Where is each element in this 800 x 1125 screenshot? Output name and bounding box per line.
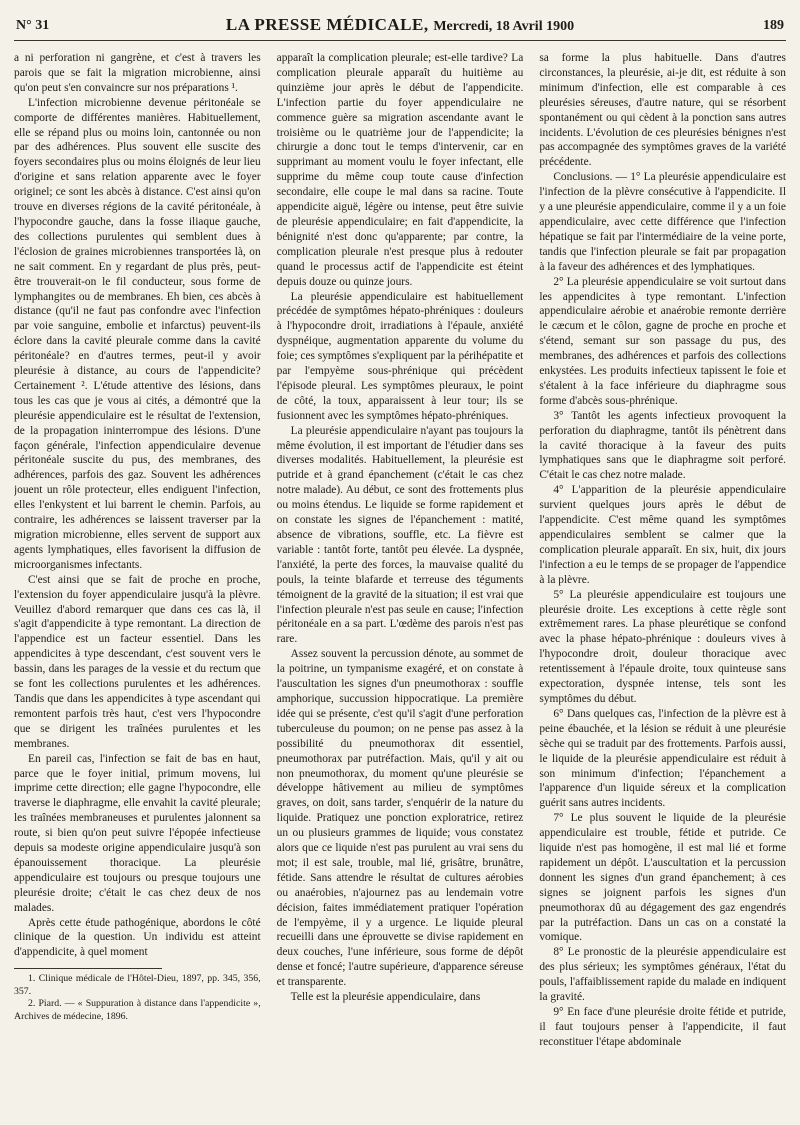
page-header	[14, 14, 786, 41]
paragraph: 6° Dans quelques cas, l'infection de la plèvre est à peine ébauchée, et la lésion se réduit à une pleurésie sèche qui se traduit par des frottements. Parfois aussi, le liquide de la pleurésie appendiculaire est réduit à son minimum d'infection; l'épanchement a l'apparence d'un liquide séreux et la complication guérit sans autres incidents.	[539, 707, 786, 810]
paragraph: 3° Tantôt les agents infectieux provoquent la perforation du diaphragme, tantôt ils pénètrent dans la cavité thoracique à la faveur des puits lymphatiques sans que le diaphragme soit perforé. C'était le cas chez notre malade.	[539, 409, 786, 482]
journal-title: LA PRESSE MÉDICALE,	[225, 15, 429, 34]
footnote: 1. Clinique médicale de l'Hôtel-Dieu, 1897, pp. 345, 356, 357.	[14, 973, 261, 997]
paragraph: Telle est la pleurésie appendiculaire, dans	[290, 991, 481, 1004]
column-left	[14, 51, 261, 1111]
article-columns	[14, 41, 786, 1111]
journal-masthead	[14, 15, 786, 35]
footnote: 2. Piard. — « Suppuration à distance dans l'appendicite », Archives de médecine, 1896.	[14, 998, 261, 1022]
paragraph: Après cette étude pathogénique, abordons le côté clinique de la question. Un individu est atteint d'appendicite, à quel moment	[14, 916, 261, 959]
paragraph: Assez souvent la percussion dénote, au sommet de la poitrine, un tympanisme exagéré, et on constate à l'auscultation les signes d'un pneumothorax : souffle amphorique, succussion hippocratique. La première idée qui se présente, c'est qu'il s'agit d'une perforation tuberculeuse du poumon; on ne pense pas assez à la possibilité du pneumothorax dit essentiel, pneumothorax par putréfaction. Mais, qu'il y ait ou non pneumothorax, du moment qu'une pleurésie se développe hâtivement au milieu de symptômes graves, on doit, sans tarder, s'enquérir de la nature du liquide. Pratiquez une ponction exploratrice, retirez un ou plusieurs grammes de liquide; vous constatez alors que ce liquide n'est pas purulent au vrai sens du mot; il est sale, trouble, mal lié, grisâtre, brunâtre, fétide. Sans attendre le résultat de cultures aérobies ou anaérobies, n'ajournez pas au lendemain votre décision, faites immédiatement pratiquer l'opération de l'empyème, il y a urgence. Le liquide pleural recueilli dans une éprouvette se divise rapidement en deux couches, l'une inférieure, sous forme de dépôt dense et foncé; l'autre supérieure, d'apparence séreuse et transparente.	[276, 648, 524, 989]
column-right	[539, 51, 786, 1111]
paragraph: 7° Le plus souvent le liquide de la pleurésie appendiculaire est trouble, fétide et putride. Ce liquide n'est pas homogène, il est mal lié et forme rapidement un dépôt. L'auscultation et la percussion donnent les signes d'un grand épanchement; à ces signes se joignent parfois les signes d'un pneumothorax dû au dégagement des gaz engendrés par la putréfaction. Dans un cas on a constaté la vomique.	[539, 812, 786, 944]
paragraph: 5° La pleurésie appendiculaire est toujours une pleurésie droite. Les exceptions à cette règle sont extrêmement rares. La phase pleurétique se confond avec la phase hépato-phrénique : douleurs vives à l'hypocondre droit, douleur thoracique avec retentissement à l'épaule droite, toux quinteuse sans expectoration, dyspnée intense, tels sont les symptômes du début.	[539, 588, 786, 705]
column-middle	[277, 51, 524, 1111]
paragraph: L'infection microbienne devenue péritonéale se comporte de différentes manières. Habituellement, elle se répand plus ou moins loin, cantonnée ou non par des adhérences. Plus souvent elle suscite des foyers secondaires plus ou moins éloignés de leur lieu d'origine et sans relation apparente avec le foyer originel; ce sont les abcès à distance. C'est ainsi qu'on trouve en diverses régions de la cavité péritonéale, à l'hypocondre gauche, dans la fosse iliaque gauche, des collections purulentes qui semblent dues à l'éclosion de graines microbiennes transportées là, on ne sait comment. En y regardant de plus près, peut-être trouverait-on le fil conducteur, sous forme de lymphangites ou de membranes. Eh bien, ces abcès à distance (qu'il ne faut pas confondre avec l'infection par voie sanguine, embolie et infarctus) peuvent-ils éclore dans la cavité pleurale comme dans la cavité péritonéale? en d'autres termes, peut-il y avoir pleurésie à distance, au cours de l'appendicite? Certainement ². L'étude attentive des lésions, dans tous les cas que je vous ai cités, a démontré que la pleurésie appendiculaire est le résultat de l'extension, de la propagation ininterrompue des lésions. D'une façon générale, l'infection appendiculaire devenue péritonéale suscite du pus, des membranes, des adhérences, parfois des gaz. Souvent les adhérences jouent un rôle protecteur, elles endiguent l'infection, elles l'enkystent et lui barrent le chemin. Parfois, au contraire, les adhérences se laissent traverser par la migration microbienne, elles servent de support aux agents lymphatiques, elles favorisent la diffusion de microorganismes infectants.	[14, 96, 261, 571]
footnotes	[14, 973, 261, 1023]
paragraph: La pleurésie appendiculaire n'ayant pas toujours la même évolution, il est important de l'étudier dans ses diverses modalités. Habituellement, la pleurésie est putride et à grand épanchement (c'était le cas chez notre malade). Au début, ce sont des frottements plus ou moins étendus. Le liquide se forme rapidement et on constate les signes de l'épanchement : matité, absence de vibrations, souffle, etc. La fièvre est variable : tantôt forte, tantôt peu élevée. La dyspnée, l'anxiété, la perte des forces, la mauvaise qualité du pouls, la teinte blafarde et terreuse des téguments témoignent de la gravité de la situation; il est vrai que l'infection pleurale n'est pas seule en cause; l'infection péritonéale en a sa part. L'œdème des parois n'est pas rare.	[276, 424, 524, 646]
paragraph: 8° Le pronostic de la pleurésie appendiculaire est des plus sérieux; les symptômes généraux, l'état du pouls, l'affaiblissement rapide du malade en indiquent la gravité.	[539, 946, 786, 1004]
issue-date: Mercredi, 18 Avril 1900	[433, 19, 575, 34]
paragraph: sa forme la plus habituelle. Dans d'autres circonstances, la pleurésie, ai-je dit, est réduite à son minimum d'infection, elle est comparable à ces pleurésies séreuses, d'autre nature, qui se résorbent spontanément ou qui cèdent à la ponction sans autres incidents. L'évolution de ces pleurésies bénignes n'est pas accompagnée des symptômes graves de la variété précédente.	[539, 52, 786, 169]
paragraph: 4° L'apparition de la pleurésie appendiculaire survient quelques jours après le début de l'appendicite. C'est même quand les symptômes appendiculaires semblent se calmer que la complication pleurale apparaît. En six, huit, dix jours l'infection a eu le temps de se propager de l'appendice à la plèvre.	[539, 484, 786, 586]
paragraph: 9° En face d'une pleurésie droite fétide et putride, il faut toujours penser à l'appendicite, il faut reconstituer l'étape abdominale	[539, 1006, 786, 1048]
paragraph: a ni perforation ni gangrène, et c'est à travers les parois que se fait la migration microbienne, ainsi qu'on peut s'en convaincre sur nos préparations ¹.	[14, 52, 261, 94]
paragraph: Conclusions. — 1° La pleurésie appendiculaire est l'infection de la plèvre consécutive à l'appendicite. Il y a une pleurésie appendiculaire, comme il y a un foie appendiculaire, avec cette différence que l'infection hépatique se fait par l'intermédiaire de la veine porte, tandis que l'infection pleurale se fait par propagation à la faveur des adhérences et des lymphatiques.	[539, 171, 786, 273]
issue-number: N° 31	[16, 18, 50, 33]
page-number: 189	[763, 18, 784, 33]
paragraph: 2° La pleurésie appendiculaire se voit surtout dans les appendicites à type remontant. L'infection appendiculaire aérobie et anaérobie remonte derrière le cæcum et le côlon, gagne de proche en proche et s'étend, semant sur son passage du pus, des membranes, des adhérences et parfois des collections enkystées. Les produits infectieux tapissent le foie et s'étalent à la face inférieure du diaphragme sous forme d'abcès sous-phrénique.	[539, 275, 786, 407]
paragraph: La pleurésie appendiculaire est habituellement précédée de symptômes hépato-phréniques : douleurs à l'hypocondre droit, irradiations à l'épaule, anxiété dyspnéique, augmentation apparente du volume du foie; ces symptômes s'expliquent par la périhépatite et par l'empyème sous-phrénique qui précèdent l'épisode pleural. Les symptômes pleuraux, le point de côté, la toux, apparaissent à leur tour; ils se fusionnent avec les symptômes hépato-phréniques.	[276, 290, 524, 422]
paragraph: En pareil cas, l'infection se fait de bas en haut, parce que le foyer initial, primum movens, lui imprime cette direction; elle gagne l'hypocondre, elle traverse le diaphragme, elle envahit la cavité pleurale; les traînées membraneuses et purulentes jalonnent sa route, si bien qu'on peut suivre l'épopée infectieuse depuis sa modeste origine appendiculaire jusqu'à son épanouissement thoracique. La pleurésie appendiculaire est toujours ou presque toujours une pleurésie droite; c'était le cas chez deux de nos malades.	[14, 752, 261, 914]
paragraph: apparaît la complication pleurale; est-elle tardive? La complication pleurale apparaît du huitième au quinzième jour après le début de l'appendicite. L'infection partie du foyer appendiculaire ne commence guère sa migration ascendante avant le troisième ou le quatrième jour de l'appendicite; la chirurgie a donc tout le temps d'intervenir, car en supprimant au moment voulu le foyer infectant, elle supprime du même coup toute cause d'infection secondaire, elle coupe le mal dans sa racine. Toute appendicite aiguë, légère ou intense, peut être suivie de pleurésie appendiculaire; en fait d'appendicite, la bénignité n'est donc qu'apparente; par contre, la complication pleurale n'est presque plus à redouter quand le processus actif de l'appendicite est éteint depuis douze ou quinze jours.	[276, 52, 524, 288]
footnote-rule	[14, 968, 162, 969]
paragraph: C'est ainsi que se fait de proche en proche, l'extension du foyer appendiculaire jusqu'à la plèvre. Veuillez d'abord remarquer que dans ces cas là, il s'agit d'appendicite à type remontant. La direction de l'appendice est un facteur essentiel. Dans les appendicites à type descendant, c'est souvent vers le bassin, dans les parages de la vessie et du rectum que se font les collections purulentes et les adhérences. Tandis que dans les appendicites à type ascendant qui remontent parfois très haut, c'est vers l'hypocondre que se dirigent les traînées purulentes et les membranes.	[14, 573, 261, 750]
